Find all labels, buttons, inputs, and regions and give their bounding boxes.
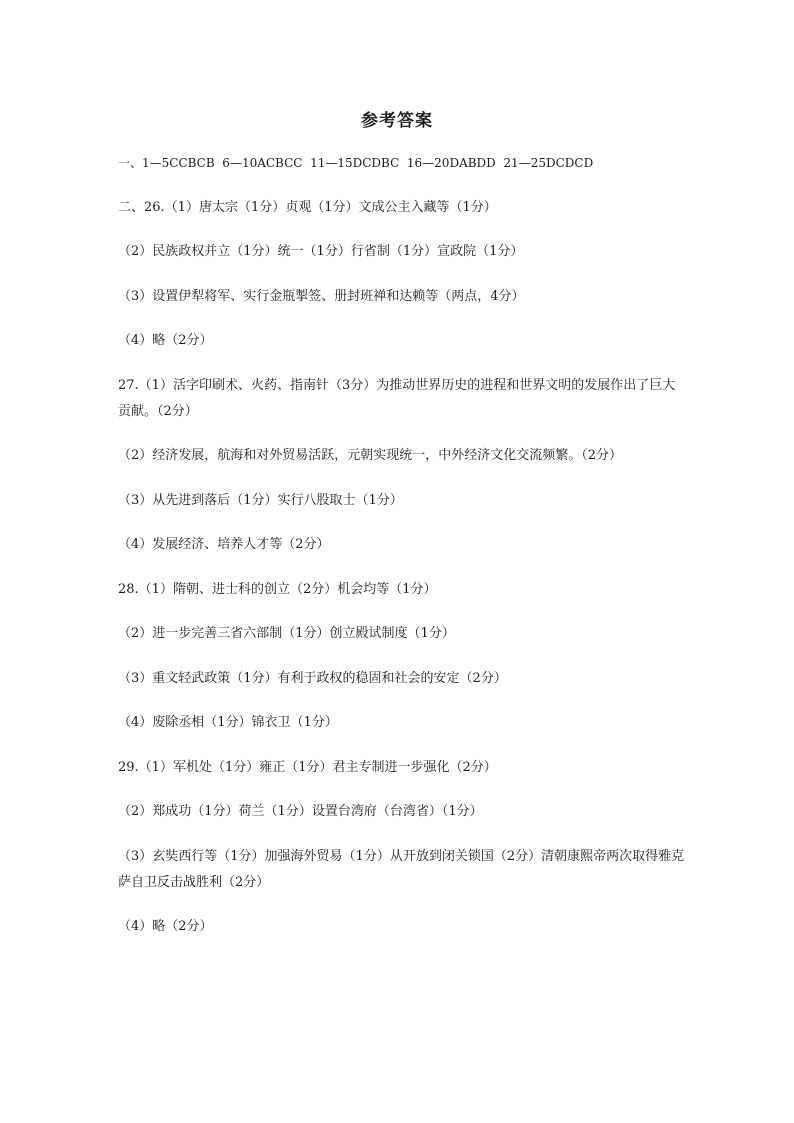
answer-line-27-1: 27.（1）活字印刷术、火药、指南针（3分）为推动世界历史的进程和世界文明的发展作出了巨大贡献。（2分） <box>118 377 676 419</box>
answer-line-29-1: 29.（1）军机处（1分）雍正（1分）君主专制进一步强化（2分） <box>118 759 497 775</box>
answer-line-27-2: （2）经济发展，航海和对外贸易活跃，元朝实现统一，中外经济文化交流频繁。（2分） <box>118 448 623 463</box>
answer-line-28-1: 28.（1）隋朝、进士科的创立（2分）机会均等（1分） <box>118 581 437 597</box>
answer-line-27-3: （3）从先进到落后（1分）实行八股取士（1分） <box>118 492 403 508</box>
answer-body <box>118 150 688 959</box>
answer-line-26-4: （4）略（2分） <box>118 333 213 348</box>
answer-line-26-1: 二、26.（1）唐太宗（1分）贞观（1分）文成公主入藏等（1分） <box>118 199 497 215</box>
answer-line-multiple-choice: 一、1—5CCBCB 6—10ACBCC 11—15DCDBC 16—20DABDD 21—25DCDCD <box>118 156 594 170</box>
answer-line-28-3: （3）重文轻武政策（1分）有利于政权的稳固和社会的安定（2分） <box>118 670 507 686</box>
answer-line-29-2: （2）郑成功（1分）荷兰（1分）设置台湾府（台湾省）（1分） <box>118 804 483 819</box>
answer-line-28-2: （2）进一步完善三省六部制（1分）创立殿试制度（1分） <box>118 626 455 641</box>
answer-line-26-3: （3）设置伊犁将军、实行金瓶掣签、册封班禅和达赖等（两点，4分） <box>118 288 525 304</box>
answer-line-27-4: （4）发展经济、培养人才等（2分） <box>118 537 330 552</box>
answer-line-28-4: （4）废除丞相（1分）锦衣卫（1分） <box>118 715 338 730</box>
answer-line-26-2: （2）民族政权并立（1分）统一（1分）行省制（1分）宣政院（1分） <box>118 244 524 259</box>
page-title: 参考答案 <box>361 111 433 131</box>
answer-line-29-3: （3）玄奘西行等（1分）加强海外贸易（1分）从开放到闭关锁国（2分）清朝康熙帝两次取得雅克萨自卫反击战胜利（2分） <box>118 848 685 890</box>
answer-line-29-4: （4）略（2分） <box>118 919 213 934</box>
